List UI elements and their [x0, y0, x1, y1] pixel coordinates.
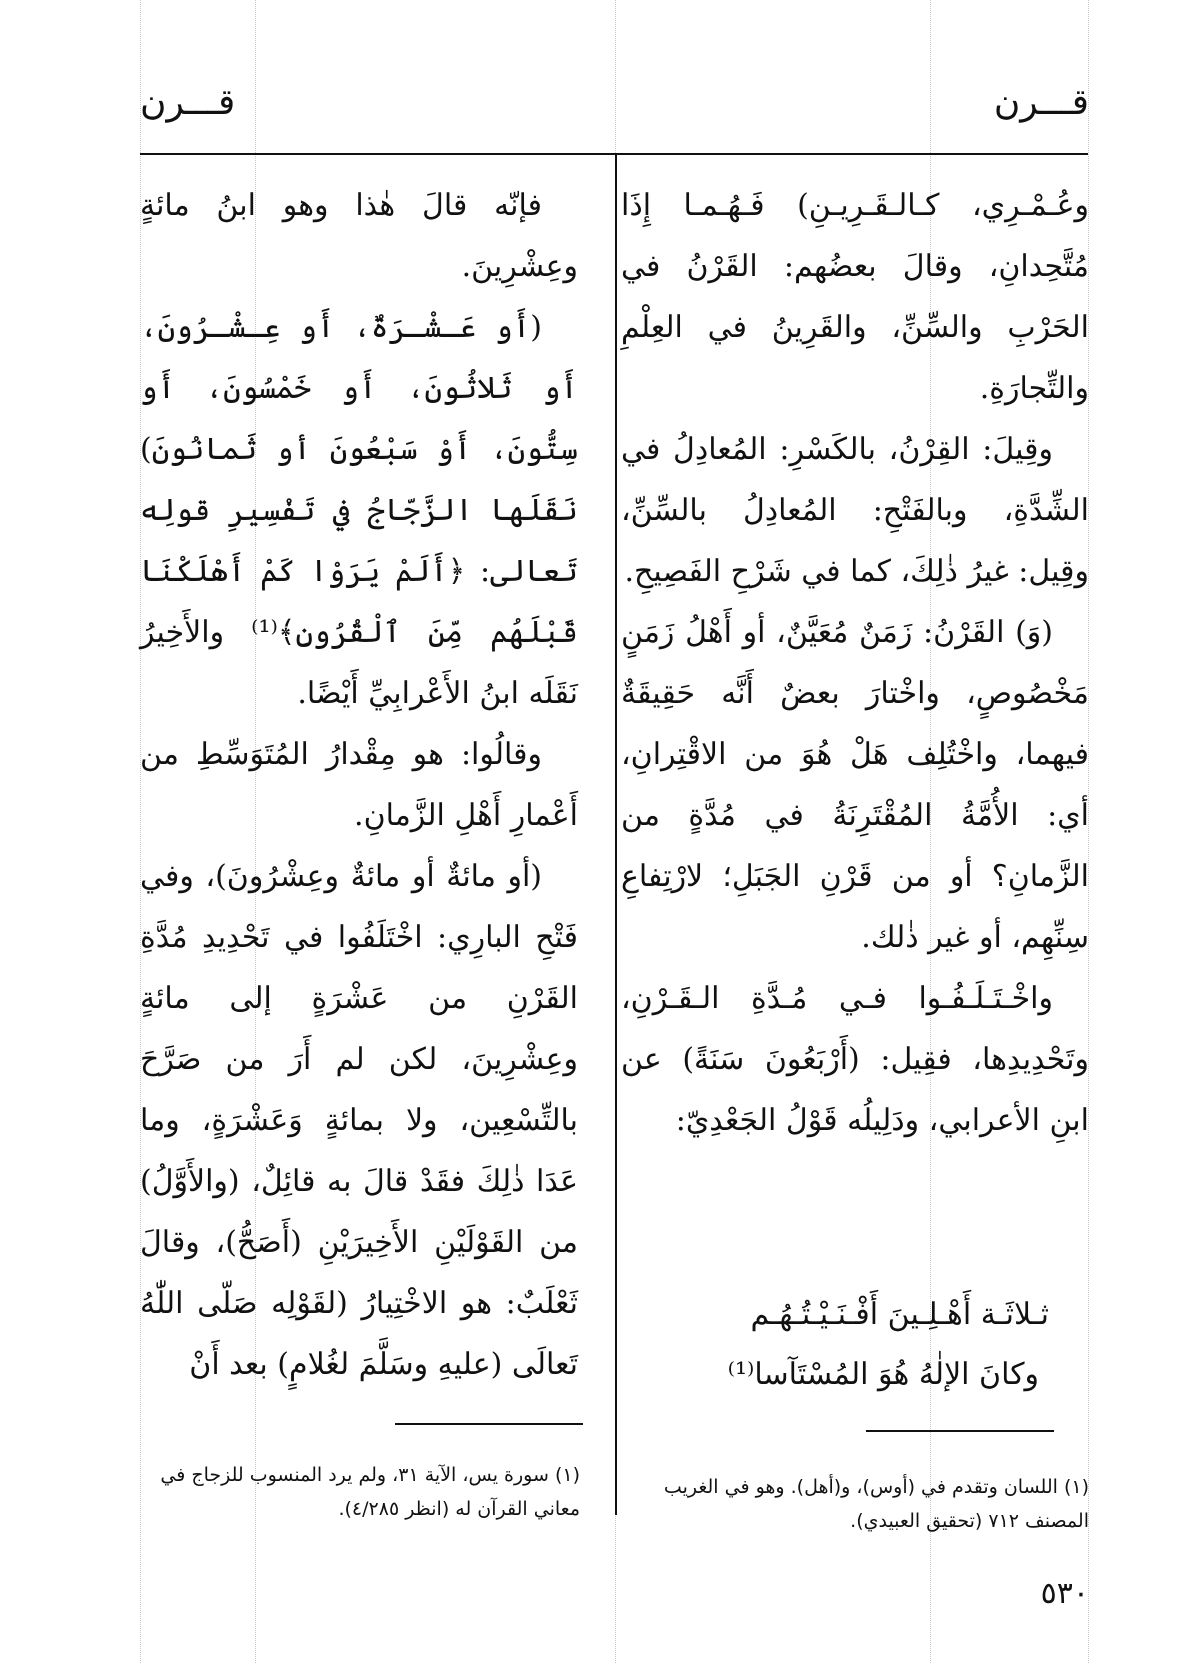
paragraph: وعُـمْـرِي، كـالـقَـرِيـنِ) فَـهُـمـا إِذَا مُتَّحِدانِ، وقالَ بعضُهم: القَرْنُ في الحَرْبِ والسِّنِّ، والقَرِينُ في العِلْمِ والتِّجارَةِ. [621, 188, 1089, 406]
right-column [621, 175, 1089, 1151]
header-rule [140, 153, 1088, 155]
paragraph: وقِيلَ: القِرْنُ، بالكَسْرِ: المُعادِلُ في الشِّدَّةِ، وبالفَتْحِ: المُعادِلُ بالسِّنِّ، وقِيل: غيرُ ذٰلِكَ، كما في شَرْحِ الفَصِيحِ. [621, 432, 1089, 589]
verse-line: وكانَ الإلٰهُ هُوَ المُسْتَآسا⁽¹⁾ [727, 1357, 1039, 1392]
paragraph: (أَو عَـشْـرَةٌ، أَو عِـشْـرُونَ، أَو ثَلاثُونَ، أَو خَمْسُونَ، أَو سِتُّونَ، أَوْ سَبْعُونَ أو ثَمانُونَ) نَقَلَها الزَّجّاجُ في تَفْسِيرِ قولِه تَعالى: ﴿أَلَمْ يَرَوْا كَمْ أَهْلَكْنَا قَبْلَهُم مِّنَ ٱلْقُرُونِ﴾⁽¹⁾ والأَخِيرُ نَقَلَه ابنُ الأَعْرابِيِّ أَيْضًا. [140, 310, 578, 711]
paragraph: (أو مائةٌ أو مائةٌ وعِشْرُونَ)، وفي فَتْحِ البارِي: اخْتَلَفُوا في تَحْدِيدِ مُدَّةِ القَرْنِ من عَشْرَةٍ إلى مائةٍ وعِشْرِينَ، لكن لم أَرَ من صَرَّحَ بالتِّسْعِين، ولا بمائةٍ وَعَشْرَةٍ، وما عَدَا ذٰلِكَ فقَدْ قالَ به قائِلٌ، (والأَوَّلُ) من القَوْلَيْنِ الأَخِيرَيْنِ (أَصَحُّ)، وقالَ ثَعْلَبٌ: هو الاخْتِيارُ (لقَوْلِه صَلّى اللّٰهُ تَعالَى (عليهِ وسَلَّمَ لغُلامٍ) بعد أَنْ [140, 859, 578, 1382]
paragraph: (وَ) القَرْنُ: زَمَنٌ مُعَيَّنٌ، أو أَهْلُ زَمَنٍ مَخْصُوصٍ، واخْتارَ بعضٌ أَنَّه حَقِيقَةٌ فيهما، واخْتُلِف هَلْ هُوَ من الاقْتِرانِ، أي: الأُمَّةُ المُقْتَرِنَةُ في مُدَّةٍ من الزَّمانِ؟ أو من قَرْنِ الجَبَلِ؛ لارْتِفاعِ سِنِّهِم، أو غير ذٰلك. [621, 615, 1089, 955]
footnote-rule [866, 1430, 1054, 1432]
footnote-left: (١) سورة يس، الآية ٣١، ولم يرد المنسوب للزجاج في معاني القرآن له (انظر ٤/٢٨٥). [160, 1464, 580, 1520]
verse-line: ثـلاثَـة أَهْـلِـينَ أَفْـنَـيْـتُـهُـم [750, 1297, 1049, 1332]
left-column [140, 175, 578, 1395]
paragraph: فإنّه قالَ هٰذا وهو ابنُ مائةٍ وعِشْرِينَ. [140, 188, 578, 284]
paragraph: واخْـتَـلَـفُـوا فـي مُـدَّةِ الـقَـرْنِ، وتَحْدِيدِها، فقِيل: (أَرْبَعُونَ سَنَةً) عن ابنِ الأعرابي، ودَلِيلُه قَوْلُ الجَعْدِيّ: [621, 981, 1089, 1138]
running-header-left: قـــرن [140, 82, 236, 123]
page-number: ٥٣٠ [1040, 1576, 1089, 1611]
footnote-right: (١) اللسان وتقدم في (أوس)، و(أهل). وهو في الغريب المصنف ٧١٢ (تحقيق العبيدي). [663, 1476, 1089, 1532]
paragraph: وقالُوا: هو مِقْدارُ المُتَوَسِّطِ من أَعْمارِ أَهْلِ الزَّمانِ. [140, 737, 578, 833]
running-header-right: قـــرن [993, 82, 1089, 123]
footnote-rule [395, 1423, 583, 1425]
